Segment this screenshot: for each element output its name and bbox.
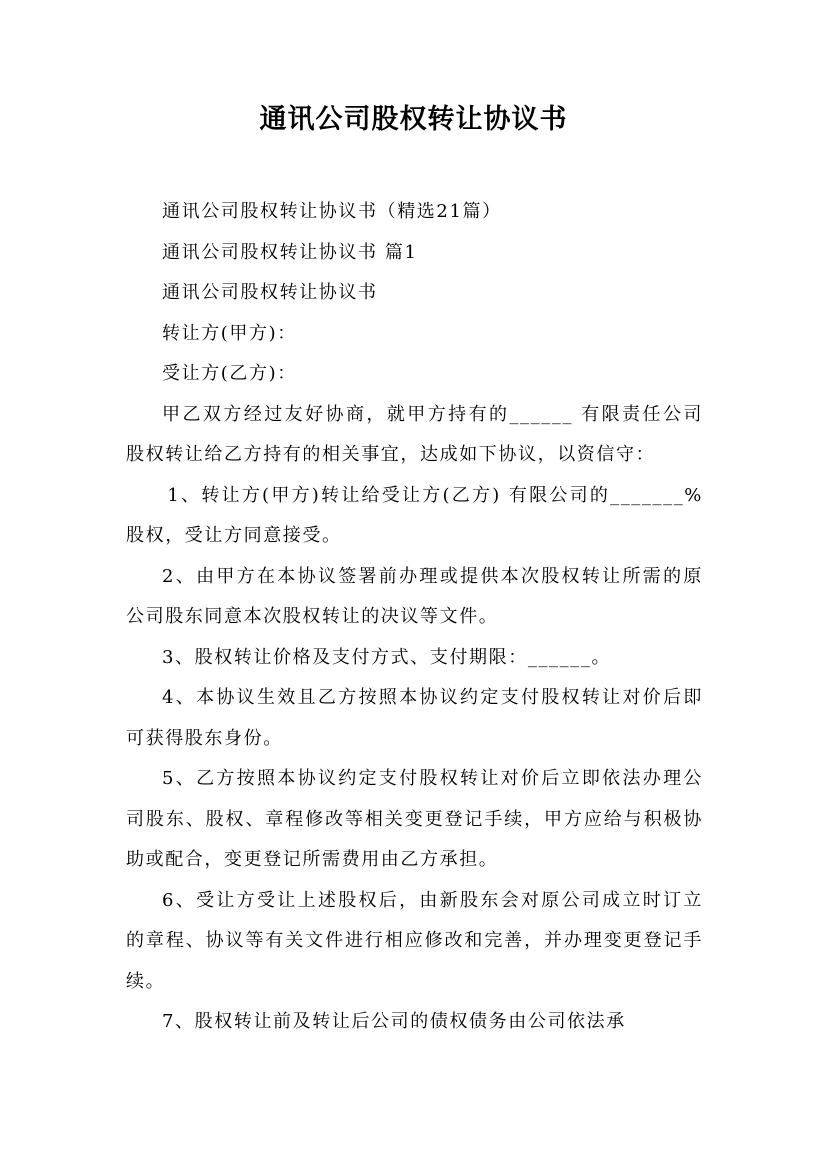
paragraph-clause-1: 1、转让方(甲方)转让给受让方(乙方) 有限公司的_______%股权，受让方同意接受。 (126, 484, 703, 546)
paragraph-transferor: 转让方(甲方)： (162, 322, 297, 344)
paragraph-transferee: 受让方(乙方)： (162, 363, 297, 384)
paragraph-agreement-name: 通讯公司股权转让协议书 (162, 282, 378, 303)
paragraph-article-number: 通讯公司股权转让协议书 篇1 (162, 241, 418, 263)
paragraph-clause-3: 3、股权转让价格及支付方式、支付期限：______。 (162, 646, 612, 668)
document-title: 通讯公司股权转让协议书 (259, 104, 568, 135)
paragraph-clause-6: 6、受让方受让上述股权后，由新股东会对原公司成立时订立的章程、协议等有关文件进行相应修改和完善，并办理变更登记手续。 (126, 889, 703, 992)
paragraph-preamble: 甲乙双方经过友好协商，就甲方持有的______ 有限责任公司股权转让给乙方持有的相关事宜，达成如下协议，以资信守： (126, 403, 703, 465)
paragraph-clause-5: 5、乙方按照本协议约定支付股权转让对价后立即依法办理公司股东、股权、章程修改等相关变更登记手续，甲方应给与积极协助或配合，变更登记所需费用由乙方承担。 (126, 768, 703, 870)
document-body (126, 192, 703, 1043)
paragraph-collection-heading: 通讯公司股权转让协议书（精选21篇） (162, 201, 502, 222)
paragraph-clause-7: 7、股权转让前及转让后公司的债权债务由公司依法承 (162, 1011, 626, 1032)
paragraph-clause-4: 4、本协议生效且乙方按照本协议约定支付股权转让对价后即可获得股东身份。 (126, 687, 703, 749)
paragraph-clause-2: 2、由甲方在本协议签署前办理或提供本次股权转让所需的原公司股东同意本次股权转让的决议等文件。 (126, 565, 703, 627)
